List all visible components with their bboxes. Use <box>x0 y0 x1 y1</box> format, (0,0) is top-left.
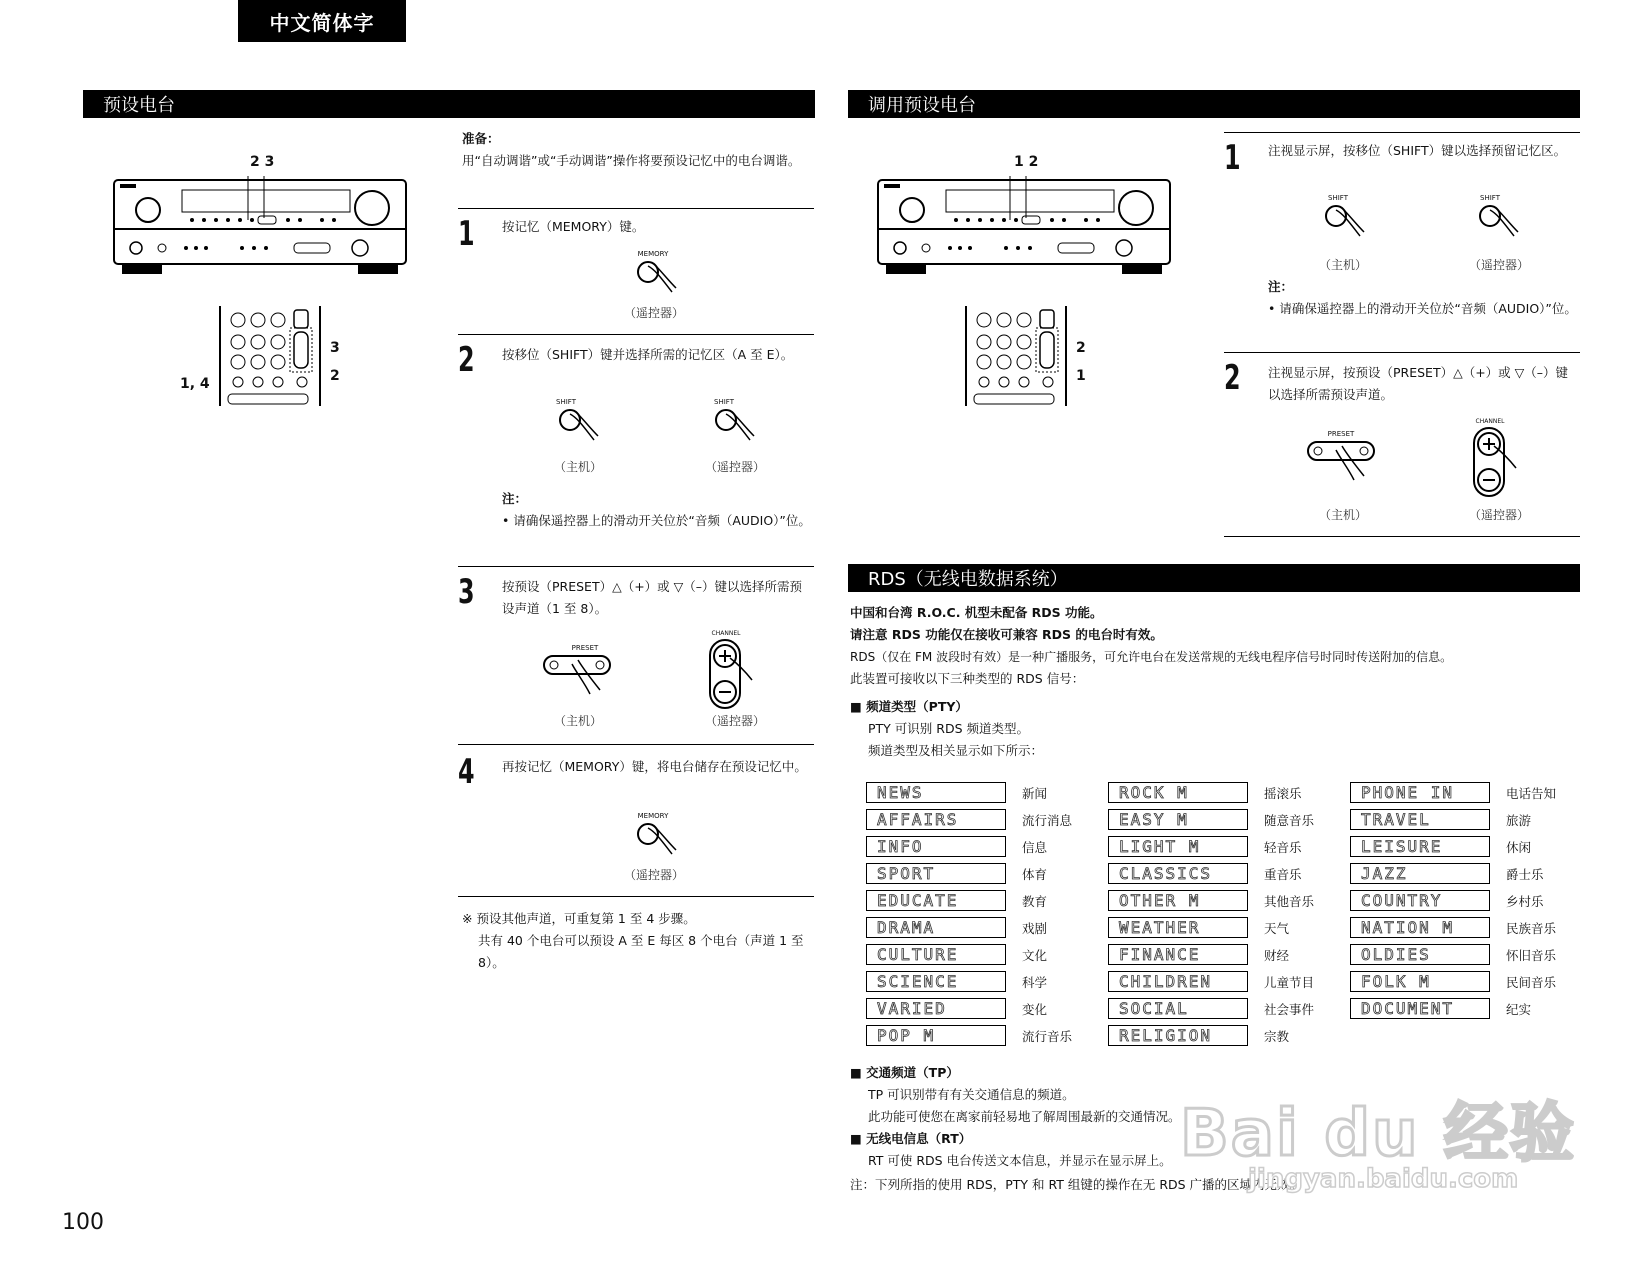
pty-code: OTHER M <box>1108 890 1248 911</box>
pty-code: DRAMA <box>866 917 1006 938</box>
callout-label: 3 <box>330 340 340 356</box>
finger-press-icon <box>712 406 758 452</box>
pty-code: CLASSICS <box>1108 863 1248 884</box>
pty-meaning: 宗教 <box>1264 1029 1290 1044</box>
rds-line: 中国和台湾 R.O.C. 机型未配备 RDS 功能。 <box>850 605 1103 620</box>
pty-code: CHILDREN <box>1108 971 1248 992</box>
pty-code: DOCUMENT <box>1350 998 1490 1019</box>
pty-table <box>866 782 1566 1052</box>
pty-code: PHONE IN <box>1350 782 1490 803</box>
pty-meaning: 摇滚乐 <box>1264 786 1302 801</box>
pty-meaning: 流行消息 <box>1022 813 1073 828</box>
caption: （遥控器） <box>704 714 765 728</box>
note-text: • 请确保遥控器上的滑动开关位於“音频（AUDIO）”位。 <box>1268 301 1577 316</box>
pty-meaning: 怀旧音乐 <box>1506 948 1557 963</box>
pty-code: COUNTRY <box>1350 890 1490 911</box>
callout-label: 2 3 <box>250 154 275 170</box>
pty-meaning: 新闻 <box>1022 786 1048 801</box>
rds-line: 此装置可接收以下三种类型的 RDS 信号： <box>850 671 1085 686</box>
receiver-illustration <box>876 176 1172 286</box>
note-label: 注： <box>502 491 528 506</box>
step-number: 4 <box>458 752 475 792</box>
pty-meaning: 文化 <box>1022 948 1048 963</box>
pty-code: CULTURE <box>866 944 1006 965</box>
pty-meaning: 民间音乐 <box>1506 975 1557 990</box>
callout-label: 2 <box>330 368 340 384</box>
pty-meaning: 天气 <box>1264 921 1290 936</box>
preset-button-icon <box>542 652 622 702</box>
pty-code: AFFAIRS <box>866 809 1006 830</box>
pty-meaning: 旅游 <box>1506 813 1532 828</box>
caption: （主机） <box>1318 508 1367 522</box>
pty-code: TRAVEL <box>1350 809 1490 830</box>
step-text: 按记忆（MEMORY）键。 <box>502 219 645 234</box>
pty-code: SPORT <box>866 863 1006 884</box>
watermark-url: jingyan.baidu.com <box>1248 1164 1519 1194</box>
caption: （遥控器） <box>704 460 765 474</box>
divider <box>458 208 814 209</box>
divider <box>458 896 814 897</box>
pty-meaning: 戏剧 <box>1022 921 1048 936</box>
pty-code: FINANCE <box>1108 944 1248 965</box>
pty-text: 频道类型及相关显示如下所示： <box>868 743 1044 758</box>
step-text: 再按记忆（MEMORY）键，将电台储存在预设记忆中。 <box>502 759 807 774</box>
pty-code: VARIED <box>866 998 1006 1019</box>
finger-press-icon <box>634 820 680 866</box>
receiver-illustration <box>112 176 408 286</box>
pty-code: JAZZ <box>1350 863 1490 884</box>
pty-code: OLDIES <box>1350 944 1490 965</box>
tp-text: 此功能可使您在离家前轻易地了解周围最新的交通情况。 <box>868 1109 1181 1124</box>
preset-button-icon <box>1306 438 1386 488</box>
finger-press-icon <box>1476 202 1522 248</box>
language-tab: 中文简体字 <box>238 0 406 42</box>
rds-note: 注：下列所指的使用 RDS，PTY 和 RT 组键的操作在无 RDS 广播的区域内无效。 <box>850 1177 1303 1192</box>
button-label: PRESET <box>1327 430 1355 438</box>
pty-meaning: 教育 <box>1022 894 1048 909</box>
caption: （遥控器） <box>623 868 684 882</box>
pty-meaning: 休闲 <box>1506 840 1532 855</box>
pty-meaning: 随意音乐 <box>1264 813 1315 828</box>
button-label: MEMORY <box>637 812 669 820</box>
divider <box>458 744 814 745</box>
divider <box>458 334 814 335</box>
button-label: SHIFT <box>1480 194 1500 202</box>
caption: （遥控器） <box>1468 508 1529 522</box>
note-text: • 请确保遥控器上的滑动开关位於“音频（AUDIO）”位。 <box>502 513 811 528</box>
divider <box>1224 536 1580 537</box>
pty-meaning: 轻音乐 <box>1264 840 1302 855</box>
divider <box>458 566 814 567</box>
callout-label: 1, 4 <box>180 376 210 392</box>
pty-meaning: 重音乐 <box>1264 867 1302 882</box>
callout-label: 1 2 <box>1014 154 1039 170</box>
callout-label: 2 <box>1076 340 1086 356</box>
pty-meaning: 信息 <box>1022 840 1048 855</box>
section-title-recall: 调用预设电台 <box>848 90 1580 118</box>
pty-code: INFO <box>866 836 1006 857</box>
button-label: MEMORY <box>637 250 669 258</box>
step-text: 注视显示屏，按预设（PRESET）△（+）或 ▽（–）键以选择所需预设声道。 <box>1268 365 1569 402</box>
button-label: SHIFT <box>1328 194 1348 202</box>
pty-code: SCIENCE <box>866 971 1006 992</box>
rt-text: RT 可使 RDS 电台传送文本信息，并显示在显示屏上。 <box>868 1153 1172 1168</box>
channel-button-icon <box>708 638 758 714</box>
pty-meaning: 纪实 <box>1506 1002 1532 1017</box>
finger-press-icon <box>1322 202 1368 248</box>
pty-code: LIGHT M <box>1108 836 1248 857</box>
pty-text: PTY 可识别 RDS 频道类型。 <box>868 721 1029 736</box>
caption: （遥控器） <box>623 306 684 320</box>
divider <box>1224 352 1580 353</box>
caption: （主机） <box>1318 258 1367 272</box>
note-label: 注： <box>1268 279 1294 294</box>
caption: （主机） <box>553 460 602 474</box>
step-number: 2 <box>458 340 475 380</box>
pty-meaning: 变化 <box>1022 1002 1048 1017</box>
pty-code: NEWS <box>866 782 1006 803</box>
pty-meaning: 流行音乐 <box>1022 1029 1073 1044</box>
rds-line: 请注意 RDS 功能仅在接收可兼容 RDS 的电台时有效。 <box>850 627 1163 642</box>
button-label: SHIFT <box>556 398 576 406</box>
pty-meaning: 体育 <box>1022 867 1048 882</box>
pty-meaning: 其他音乐 <box>1264 894 1315 909</box>
finger-press-icon <box>556 406 602 452</box>
watermark-logo: Bai du 经验 <box>1180 1097 1576 1171</box>
channel-button-icon <box>1472 426 1522 502</box>
step-text: 按预设（PRESET）△（+）或 ▽（–）键以选择所需预设声道（1 至 8）。 <box>502 579 803 616</box>
pty-meaning: 电话告知 <box>1506 786 1557 801</box>
section-title-preset: 预设电台 <box>83 90 815 118</box>
divider <box>1224 132 1580 133</box>
pty-code: RELIGION <box>1108 1025 1248 1046</box>
button-label: CHANNEL <box>711 630 741 637</box>
button-label: PRESET <box>571 644 599 652</box>
pty-meaning: 民族音乐 <box>1506 921 1557 936</box>
pty-code: LEISURE <box>1350 836 1490 857</box>
step-number: 1 <box>458 214 475 254</box>
step-number: 3 <box>458 572 475 612</box>
pty-code: ROCK M <box>1108 782 1248 803</box>
prep-text: 用“自动调谐”或“手动调谐”操作将要预设记忆中的电台调谐。 <box>462 153 801 168</box>
pty-code: EASY M <box>1108 809 1248 830</box>
pty-meaning: 爵士乐 <box>1506 867 1544 882</box>
prep-label: 准备： <box>462 131 500 146</box>
caption: （遥控器） <box>1468 258 1529 272</box>
pty-meaning: 儿童节目 <box>1264 975 1315 990</box>
tp-heading: ■ 交通频道（TP） <box>850 1065 959 1080</box>
button-label: CHANNEL <box>1475 418 1505 425</box>
rt-heading: ■ 无线电信息（RT） <box>850 1131 972 1146</box>
remote-illustration <box>218 306 322 406</box>
pty-code: FOLK M <box>1350 971 1490 992</box>
step-number: 1 <box>1224 138 1241 178</box>
pty-code: SOCIAL <box>1108 998 1248 1019</box>
footnote: ※ 预设其他声道，可重复第 1 至 4 步骤。 <box>462 911 696 926</box>
finger-press-icon <box>634 258 680 304</box>
footnote: 共有 40 个电台可以预设 A 至 E 每区 8 个电台（声道 1 至 8）。 <box>478 933 804 970</box>
pty-code: EDUCATE <box>866 890 1006 911</box>
section-title-rds: RDS（无线电数据系统） <box>848 564 1580 592</box>
pty-code: POP M <box>866 1025 1006 1046</box>
remote-illustration <box>964 306 1068 406</box>
pty-code: WEATHER <box>1108 917 1248 938</box>
pty-meaning: 财经 <box>1264 948 1290 963</box>
pty-heading: ■ 频道类型（PTY） <box>850 699 968 714</box>
step-number: 2 <box>1224 358 1241 398</box>
step-text: 按移位（SHIFT）键并选择所需的记忆区（A 至 E）。 <box>502 347 794 362</box>
pty-meaning: 社会事件 <box>1264 1002 1315 1017</box>
callout-label: 1 <box>1076 368 1086 384</box>
pty-meaning: 科学 <box>1022 975 1048 990</box>
rds-line: RDS（仅在 FM 波段时有效）是一种广播服务，可允许电台在发送常规的无线电程序信号时同时传送附加的信息。 <box>850 650 1453 664</box>
tp-text: TP 可识别带有有关交通信息的频道。 <box>868 1087 1075 1102</box>
page-number: 100 <box>62 1210 104 1235</box>
button-label: SHIFT <box>714 398 734 406</box>
caption: （主机） <box>553 714 602 728</box>
pty-code: NATION M <box>1350 917 1490 938</box>
step-text: 注视显示屏，按移位（SHIFT）键以选择预留记忆区。 <box>1268 143 1567 158</box>
pty-meaning: 乡村乐 <box>1506 894 1544 909</box>
